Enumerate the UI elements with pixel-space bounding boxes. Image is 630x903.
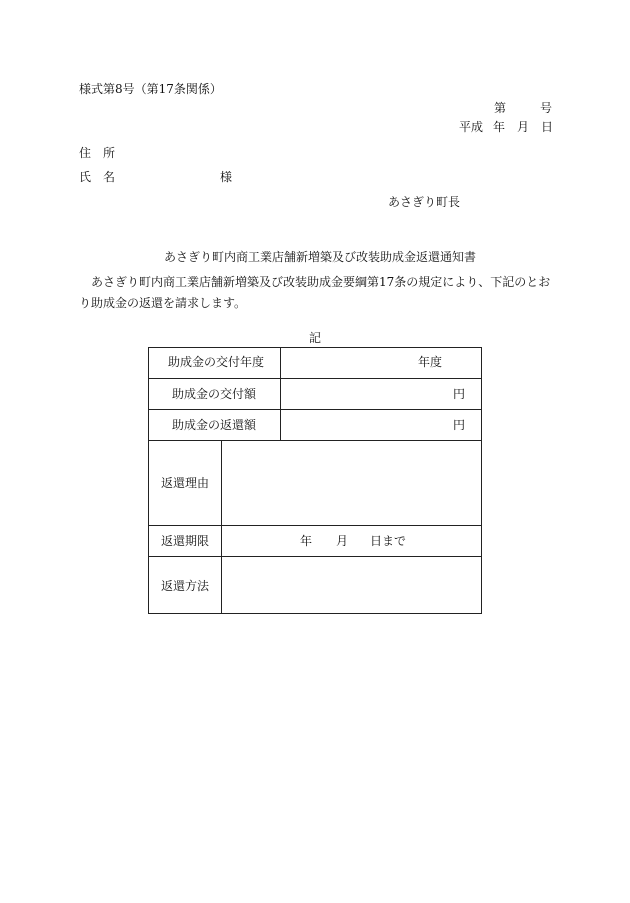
sama-honorific: 様	[220, 170, 233, 184]
row4-label: 返還理由	[161, 476, 210, 490]
row5-until: 日まで	[370, 534, 407, 548]
row5-year: 年	[300, 534, 313, 548]
row3-label: 助成金の返還額	[172, 418, 257, 432]
row2-label: 助成金の交付額	[172, 387, 257, 401]
row-divider	[148, 378, 482, 379]
row6-label: 返還方法	[161, 579, 210, 593]
sender-title: あさぎり町長	[388, 195, 461, 209]
row2-unit: 円	[453, 387, 466, 401]
name-label: 氏 名	[79, 170, 116, 184]
row1-unit: 年度	[418, 355, 443, 369]
date-era: 平成	[459, 120, 484, 134]
row-divider	[148, 440, 482, 441]
date-year: 年	[493, 120, 506, 134]
column-divider	[280, 347, 281, 440]
document-number-dai: 第	[494, 101, 507, 115]
document-number-go: 号	[540, 101, 553, 115]
row1-label: 助成金の交付年度	[168, 355, 265, 369]
address-label: 住 所	[79, 146, 116, 160]
details-table	[148, 347, 482, 614]
row-divider	[148, 409, 482, 410]
date-day: 日	[541, 120, 554, 134]
row5-month: 月	[336, 534, 349, 548]
date-month: 月	[517, 120, 530, 134]
document-title: あさぎり町内商工業店舗新増築及び改装助成金返還通知書	[164, 250, 477, 264]
row5-label: 返還期限	[161, 534, 210, 548]
column-divider	[221, 440, 222, 614]
body-text: あさぎり町内商工業店舗新増築及び改装助成金要綱第17条の規定により、下記のとおり助成金の返還を請求します。	[79, 275, 551, 310]
row3-unit: 円	[453, 418, 466, 432]
ki-marker: 記	[309, 331, 322, 345]
row-divider	[148, 525, 482, 526]
form-number: 様式第8号（第17条関係）	[79, 82, 222, 96]
row-divider	[148, 556, 482, 557]
